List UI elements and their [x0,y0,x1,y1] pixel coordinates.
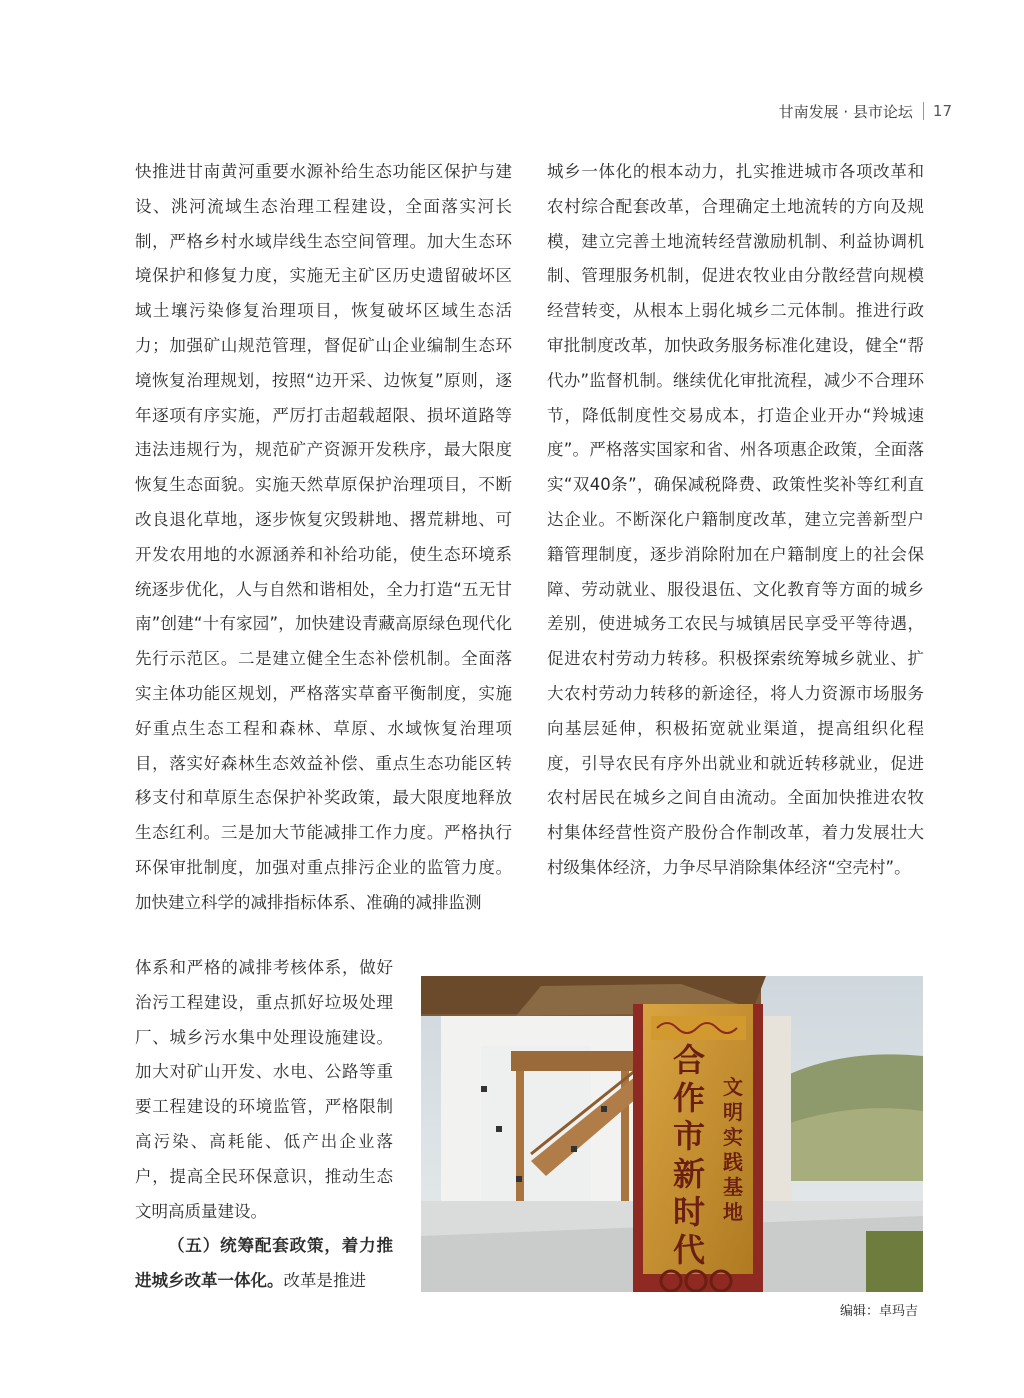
sign-char: 地 [723,1200,743,1224]
page-number: 17 [932,102,952,120]
left-column-text: 快推进甘南黄河重要水源补给生态功能区保护与建设、洮河流域生态治理工程建设，全面落实河长制，严格乡村水域岸线生态空间管理。加大生态环境保护和修复力度，实施无主矿区历史遗留破坏区域土壤污染修复治理项目，恢复破坏区域生态活力；加强矿山规范管理，督促矿山企业编制生态环境恢复治理规划，按照“边开采、边恢复”原则，逐年逐项有序实施，严厉打击超载超限、损坏道路等违法违规行为，规范矿产资源开发秩序，最大限度恢复生态面貌。实施天然草原保护治理项目，不断改良退化草地，逐步恢复灾毁耕地、撂荒耕地、可开发农用地的水源涵养和补给功能，使生态环境系统逐步优化，人与自然和谐相处，全力打造“五无甘南”创建“十有家园”，加快建设青藏高原绿色现代化先行示范区。二是建立健全生态补偿机制。全面落实主体功能区规划，严格落实草畜平衡制度，实施好重点生态工程和森林、草原、水域恢复治理项目，落实好森林生态效益补偿、重点生态功能区转移支付和草原生态保护补奖政策，最大限度地释放生态红利。三是加大节能减排工作力度。严格执行环保审批制度，加强对重点排污企业的监管力度。加快建立科学的减排指标体系、准确的减排监测 [135,162,512,912]
sign-char: 文 [723,1075,743,1099]
sign-char: 代 [672,1231,706,1269]
sign-sub-text [723,1075,743,1224]
right-column-text: 城乡一体化的根本动力，扎实推进城市各项改革和农村综合配套改革，合理确定土地流转的方向及规模，建立完善土地流转经营激励机制、利益协调机制、管理服务机制，促进农牧业由分散经营向规模经营转变，从根本上弱化城乡二元体制。推进行政审批制度改革，加快政务服务标准化建设，健全“帮代办”监督机制。继续优化审批流程，减少不合理环节，降低制度性交易成本，打造企业开办“羚城速度”。严格落实国家和省、州各项惠企政策，全面落实“双40条”，确保减税降费、政策性奖补等红利直达企业。不断深化户籍制度改革，建立完善新型户籍管理制度，逐步消除附加在户籍制度上的社会保障、劳动就业、服役退伍、文化教育等方面的城乡差别，使进城务工农民与城镇居民享受平等待遇，促进农村劳动力转移。积极探索统筹城乡就业、扩大农村劳动力转移的新途径，将人力资源市场服务向基层延伸，积极拓宽就业渠道，提高组织化程度，引导农民有序外出就业和就近转移就业，促进农村居民在城乡之间自由流动。全面加快推进农牧村集体经营性资产股份合作制改革，着力发展壮大村级集体经济，力争尽早消除集体经济“空壳村”。 [547,162,924,877]
left-column-lower [135,951,393,1299]
sign-char: 新 [672,1155,706,1193]
header-title: 甘南发展 · 县市论坛 [778,102,913,121]
sign-char: 作 [672,1079,706,1117]
page-header [779,100,952,122]
sign-char: 实 [723,1125,743,1149]
left-column [135,155,512,921]
editor-caption: 编辑：卓玛吉 [840,1304,919,1319]
photo-illustration [421,976,923,1292]
section-paragraph [135,1229,393,1299]
section-tail: 改革是推进 [283,1271,366,1291]
sign-main-text [673,1041,705,1269]
sign-char: 时 [672,1193,706,1231]
sign-char: 合 [672,1041,706,1079]
section-heading: （五）统筹配套政策，着力推进城乡改革一体化。 [135,1236,393,1291]
sign-char: 基 [723,1175,743,1199]
sign-char: 市 [672,1117,706,1155]
sign-char: 明 [723,1100,743,1124]
photo [421,976,923,1292]
header-divider [923,102,924,120]
right-column [547,155,924,886]
left-column-lower-text: 体系和严格的减排考核体系，做好治污工程建设，重点抓好垃圾处理厂、城乡污水集中处理设施建设。加大对矿山开发、水电、公路等重要工程建设的环境监管，严格限制高污染、高耗能、低产出企业落户，提高全民环保意识，推动生态文明高质量建设。 [135,958,393,1221]
sign-char: 践 [723,1150,743,1174]
